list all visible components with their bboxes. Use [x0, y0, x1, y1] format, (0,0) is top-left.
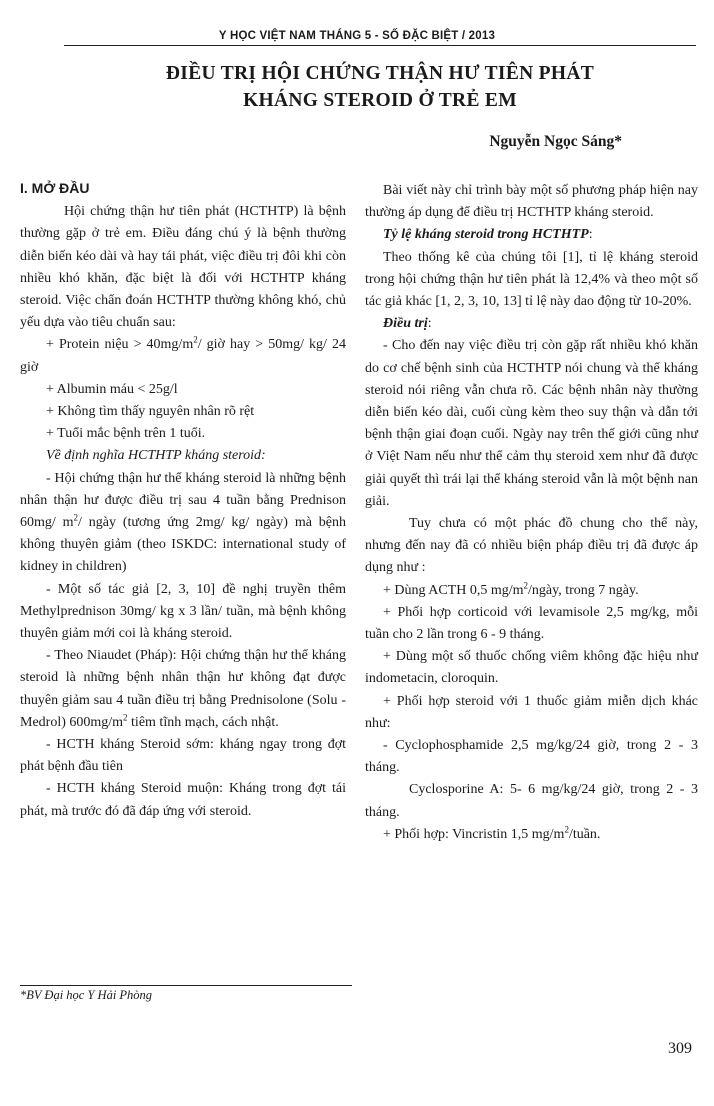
regimen-immunosuppressant: + Phối hợp steroid với 1 thuốc giảm miễn dịch khác như: — [365, 693, 698, 731]
regimen-acth — [365, 580, 698, 602]
regimen-vincristin-text-cont: /tuần. — [568, 826, 601, 842]
regimen-nsaid: + Dùng một số thuốc chống viêm không đặc hiệu như indometacin, cloroquin. — [365, 649, 698, 687]
definition-3 — [20, 645, 346, 734]
early-resistance: - HCTH kháng Steroid sớm: kháng ngay trong đợt phát bệnh đầu tiên — [20, 737, 346, 775]
treatment-heading-colon: : — [427, 316, 432, 332]
regimen-acth-text-cont: /ngày, trong 7 ngày. — [528, 582, 639, 598]
definition-1 — [20, 468, 346, 579]
header-rule — [64, 45, 696, 46]
regimen-levamisole: + Phối hợp corticoid với levamisole 2,5 mg/kg, mỗi tuần cho 2 lần trong 6 - 9 tháng. — [365, 604, 698, 643]
footnote-rule — [20, 985, 352, 986]
superscript: 2 — [73, 512, 79, 523]
definition-heading: Về định nghĩa HCTHTP kháng steroid: — [46, 448, 266, 464]
title-line-2: KHÁNG STEROID Ở TRẺ EM — [243, 90, 517, 111]
rate-heading-text: Tỷ lệ kháng steroid trong HCTHTP — [383, 227, 589, 243]
treatment-paragraph: - Cho đến nay việc điều trị còn gặp rất nhiều khó khăn do cơ chế bệnh sinh của HCTHTP nói chung và thể kháng steroid nói riêng vẫn chưa rõ. Các bệnh nhân này thường diễn biến kéo dài, cuối cùng kèm theo suy thận và dẫn tới bệnh thận giai đoạn cuối. Ngày nay trên thế giới cũng như ở Việt Nam nếu như thể cảm thụ steroid xem như đã được giải quyết thì trái lại thể kháng steroid vẫn là một bệnh nan giải. — [365, 338, 698, 509]
right-column — [365, 180, 698, 846]
criterion-protein-text: + Protein niệu > 40mg/m — [46, 337, 194, 353]
intro-paragraph: Hội chứng thận hư tiên phát (HCTHTP) là bệnh thường gặp ở trẻ em. Điều đáng chú ý là bệnh thường diễn biến kéo dài và hay tái phát, việc điều trị đôi khi còn nhiều khó khăn, đặc biệt là đối với HCTHTP kháng steroid. Việc chẩn đoán HCTHTP thường không khó, chủ yếu dựa vào tiêu chuẩn sau: — [20, 204, 346, 331]
treatment-heading — [365, 313, 698, 335]
footnote-affiliation: *BV Đại học Y Hải Phòng — [20, 988, 153, 1002]
regimen-paragraph: Tuy chưa có một phác đồ chung cho thể này, nhưng đến nay đã có nhiều biện pháp điều trị đã được áp dụng như : — [365, 516, 698, 576]
definition-1-text: - Hội chứng thận hư thể kháng steroid là những bệnh nhân thận hư được điều trị sau 4 tuần bằng Prednison 60mg/ m — [20, 470, 346, 531]
regimen-vincristin-text: + Phối hợp: Vincristin 1,5 mg/m — [383, 826, 565, 842]
page-number: 309 — [668, 1040, 692, 1057]
definition-3-text-cont: tiêm tĩnh mạch, cách nhật. — [127, 714, 279, 730]
treatment-heading-text: Điều trị — [383, 316, 428, 332]
criterion-no-cause: + Không tìm thấy nguyên nhân rõ rệt — [46, 404, 255, 420]
regimen-cyclophosphamide: - Cyclophosphamide 2,5 mg/kg/24 giờ, trong 2 - 3 tháng. — [365, 738, 698, 776]
superscript: 2 — [123, 712, 128, 723]
author-name: Nguyễn Ngọc Sáng* — [489, 133, 622, 150]
superscript: 2 — [564, 824, 569, 835]
late-resistance: - HCTH kháng Steroid muộn: Kháng trong đợt tái phát, mà trước đó đã đáp ứng với steroid. — [20, 781, 346, 819]
rate-heading — [365, 224, 698, 246]
regimen-cyclosporine: Cyclosporine A: 5- 6 mg/kg/24 giờ, trong 2 - 3 tháng. — [365, 782, 698, 820]
definition-1-text-cont: / ngày (tương ứng 2mg/ kg/ ngày) mà bệnh không thuyên giảm (theo ISKDC: international study of kidney in children) — [20, 515, 346, 575]
scope-paragraph: Bài viết này chỉ trình bày một số phương pháp hiện nay thường áp dụng để điều trị HCTHTP kháng steroid. — [365, 183, 698, 221]
criterion-protein-text-cont: / giờ hay > 50mg/ kg/ 24 giờ — [20, 337, 346, 375]
definition-3-text: - Theo Niaudet (Pháp): Hội chứng thận hư thể kháng steroid là những bệnh nhân thận hư không đạt được thuyên giảm sau 4 tuần điều trị bằng Prednisolone (Solu - Medrol) 600mg/m — [20, 648, 346, 730]
regimen-vincristin — [365, 824, 698, 846]
definition-2: - Một số tác giả [2, 3, 10] đề nghị truyền thêm Methylprednison 30mg/ kg x 3 lần/ tuần, mà bệnh không thuyên giảm mới coi là kháng steroid. — [20, 581, 346, 642]
running-header: Y HỌC VIỆT NAM THÁNG 5 - SỐ ĐẶC BIỆT / 2013 — [218, 30, 496, 42]
criterion-protein — [20, 334, 346, 378]
criterion-age: + Tuổi mắc bệnh trên 1 tuổi. — [46, 426, 206, 442]
superscript: 2 — [523, 580, 529, 590]
regimen-acth-text: + Dùng ACTH 0,5 mg/m — [383, 582, 524, 598]
title-line-1: ĐIỀU TRỊ HỘI CHỨNG THẬN HƯ TIÊN PHÁT — [165, 63, 595, 84]
left-column — [20, 171, 346, 823]
superscript: 2 — [193, 334, 198, 345]
section-heading-intro: I. MỞ ĐẦU — [20, 180, 90, 196]
criterion-albumin: + Albumin máu < 25g/l — [46, 381, 178, 397]
article-title — [60, 60, 700, 114]
rate-paragraph: Theo thống kê của chúng tôi [1], tỉ lệ kháng steroid trong hội chứng thận hư tiên phát là 12,4% và theo một số tác giả khác [1, 2, 3, 10, 13] tỉ lệ này dao động từ 10-20%. — [365, 249, 698, 310]
rate-heading-colon: : — [588, 227, 593, 243]
